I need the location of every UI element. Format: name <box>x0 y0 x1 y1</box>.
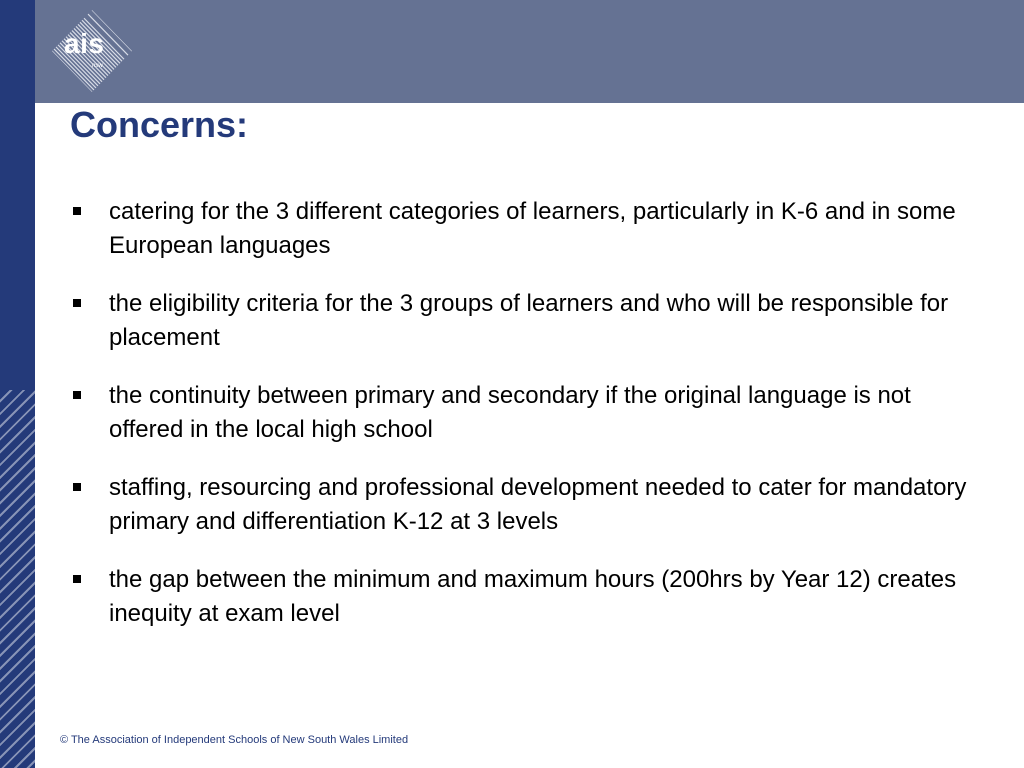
ais-logo <box>52 10 132 92</box>
list-item-text: staffing, resourcing and professional development needed to cater for mandatory primary and differentiation K-12 at 3 levels <box>109 474 967 535</box>
list-item <box>70 379 990 447</box>
square-bullet-icon <box>73 207 81 215</box>
square-bullet-icon <box>73 299 81 307</box>
list-item-text: the gap between the minimum and maximum hours (200hrs by Year 12) creates inequity at exam level <box>109 566 957 627</box>
list-item <box>70 471 990 539</box>
list-item <box>70 195 990 263</box>
logo-text: ais <box>64 28 105 59</box>
square-bullet-icon <box>73 483 81 491</box>
list-item-text: catering for the 3 different categories of learners, particularly in K-6 and in some European languages <box>109 198 956 259</box>
list-item <box>70 563 990 631</box>
square-bullet-icon <box>73 575 81 583</box>
copyright-footer: © The Association of Independent Schools of New South Wales Limited <box>60 734 409 746</box>
sidebar-stripe-pattern <box>0 390 35 768</box>
logo-subtext: nsw <box>92 63 103 69</box>
list-item-text: the continuity between primary and secondary if the original language is not offered in the local high school <box>109 382 911 443</box>
concerns-list <box>70 195 990 655</box>
list-item-text: the eligibility criteria for the 3 groups of learners and who will be responsible for placement <box>109 290 949 351</box>
square-bullet-icon <box>73 391 81 399</box>
list-item <box>70 287 990 355</box>
header-banner <box>35 0 1024 103</box>
slide-title: Concerns: <box>70 104 249 145</box>
left-sidebar-bar <box>0 0 35 768</box>
